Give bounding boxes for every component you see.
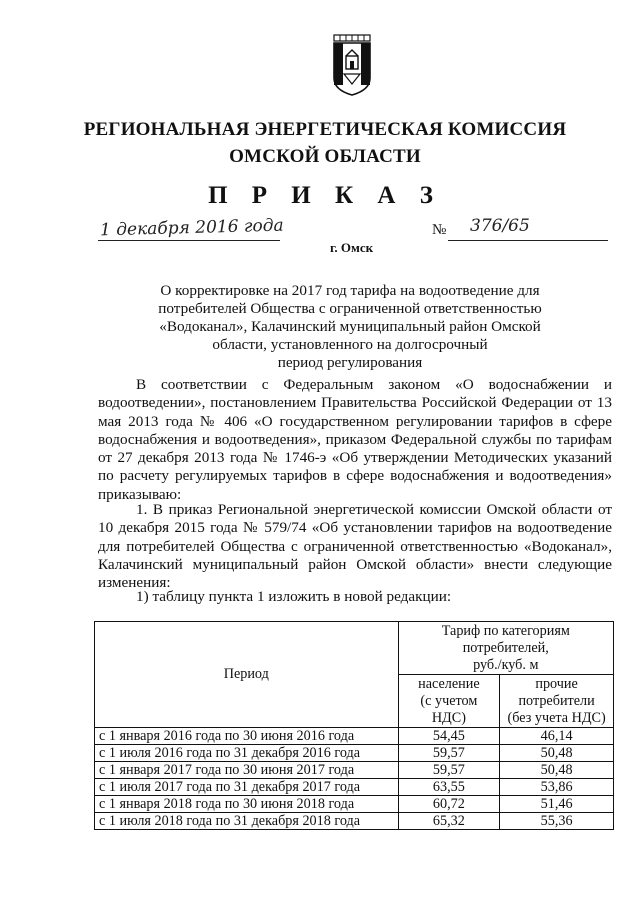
other-tariff-cell: 46,14	[500, 728, 614, 745]
date-underline	[98, 240, 280, 241]
header-other	[500, 675, 614, 728]
city-label: г. Омск	[330, 240, 374, 255]
table-row	[95, 779, 614, 796]
other-tariff-cell: 55,36	[500, 813, 614, 830]
header-population-line: население	[418, 675, 480, 692]
header-other-line: потребители	[518, 692, 595, 709]
population-tariff-cell: 59,57	[398, 745, 500, 762]
subject-line: О корректировке на 2017 год тарифа на водоотведение для	[160, 282, 540, 299]
table-row	[95, 728, 614, 745]
order-subject	[150, 282, 550, 372]
header-period	[95, 622, 399, 728]
table-intro-paragraph: 1) таблицу пункта 1 изложить в новой редакции:	[136, 588, 452, 605]
header-tariff-line: руб./куб. м	[473, 656, 539, 673]
other-tariff-cell: 53,86	[500, 779, 614, 796]
subject-line: области, установленного на долгосрочный	[212, 336, 488, 353]
population-tariff-cell: 63,55	[398, 779, 500, 796]
table-row	[95, 762, 614, 779]
header-tariff	[398, 622, 613, 675]
table-row	[95, 813, 614, 830]
org-name-line1: РЕГИОНАЛЬНАЯ ЭНЕРГЕТИЧЕСКАЯ КОМИССИЯ	[83, 119, 567, 140]
coat-of-arms-emblem	[332, 34, 372, 96]
population-tariff-cell: 65,32	[398, 813, 500, 830]
table-row	[95, 745, 614, 762]
header-period-label: Период	[223, 666, 269, 682]
handwritten-date: 1 декабря 2016 года	[99, 215, 284, 241]
handwritten-number: 376/65	[470, 216, 530, 236]
population-tariff-cell: 60,72	[398, 796, 500, 813]
header-population-line: (с учетом	[420, 692, 478, 709]
period-cell: с 1 января 2016 года по 30 июня 2016 года	[95, 728, 399, 745]
amendment-paragraph: 1. В приказ Региональной энергетической комиссии Омской области от 10 декабря 2015 года № 579/74 «Об установлении тарифов на водоотведение для потребителей Общества с ограниченной ответственностью «Водоканал», Калачинский муниципальный район Омской области» внести следующие изменения:	[98, 501, 612, 592]
preamble-paragraph: В соответствии с Федеральным законом «О водоснабжении и водоотведении», постановлением Правительства Российской Федерации от 13 мая 2013 года № 406 «О государственном регулировании тарифов в сфере водоснабжения и водоотведения», приказом Федеральной службы по тарифам от 27 декабря 2013 года № 1746-э «Об утверждении Методических указаний по расчету регулируемых тарифов в сфере водоснабжения и водоотведения» приказываю:	[98, 376, 612, 503]
number-underline	[448, 240, 608, 241]
period-cell: с 1 июля 2016 года по 31 декабря 2016 года	[95, 745, 399, 762]
header-population	[398, 675, 500, 728]
subject-line: период регулирования	[277, 354, 423, 371]
tariff-table	[94, 621, 614, 830]
period-cell: с 1 января 2017 года по 30 июня 2017 года	[95, 762, 399, 779]
population-tariff-cell: 54,45	[398, 728, 500, 745]
header-other-line: прочие	[535, 675, 578, 692]
header-other-line: (без учета НДС)	[507, 709, 606, 726]
org-name-line2: ОМСКОЙ ОБЛАСТИ	[229, 146, 421, 167]
other-tariff-cell: 51,46	[500, 796, 614, 813]
table-row	[95, 796, 614, 813]
other-tariff-cell: 50,48	[500, 762, 614, 779]
header-tariff-line: потребителей,	[462, 639, 549, 656]
population-tariff-cell: 59,57	[398, 762, 500, 779]
document-type-title: П Р И К А З	[208, 182, 442, 209]
header-tariff-line: Тариф по категориям	[441, 622, 570, 639]
period-cell: с 1 января 2018 года по 30 июня 2018 года	[95, 796, 399, 813]
period-cell: с 1 июля 2018 года по 31 декабря 2018 года	[95, 813, 399, 830]
subject-line: потребителей Общества с ограниченной ответственностью	[158, 300, 542, 317]
period-cell: с 1 июля 2017 года по 31 декабря 2017 года	[95, 779, 399, 796]
header-population-line: НДС)	[431, 709, 466, 726]
number-sign: №	[432, 222, 447, 238]
table-header-row	[95, 622, 614, 675]
subject-line: «Водоканал», Калачинский муниципальный район Омской	[159, 318, 541, 335]
other-tariff-cell: 50,48	[500, 745, 614, 762]
